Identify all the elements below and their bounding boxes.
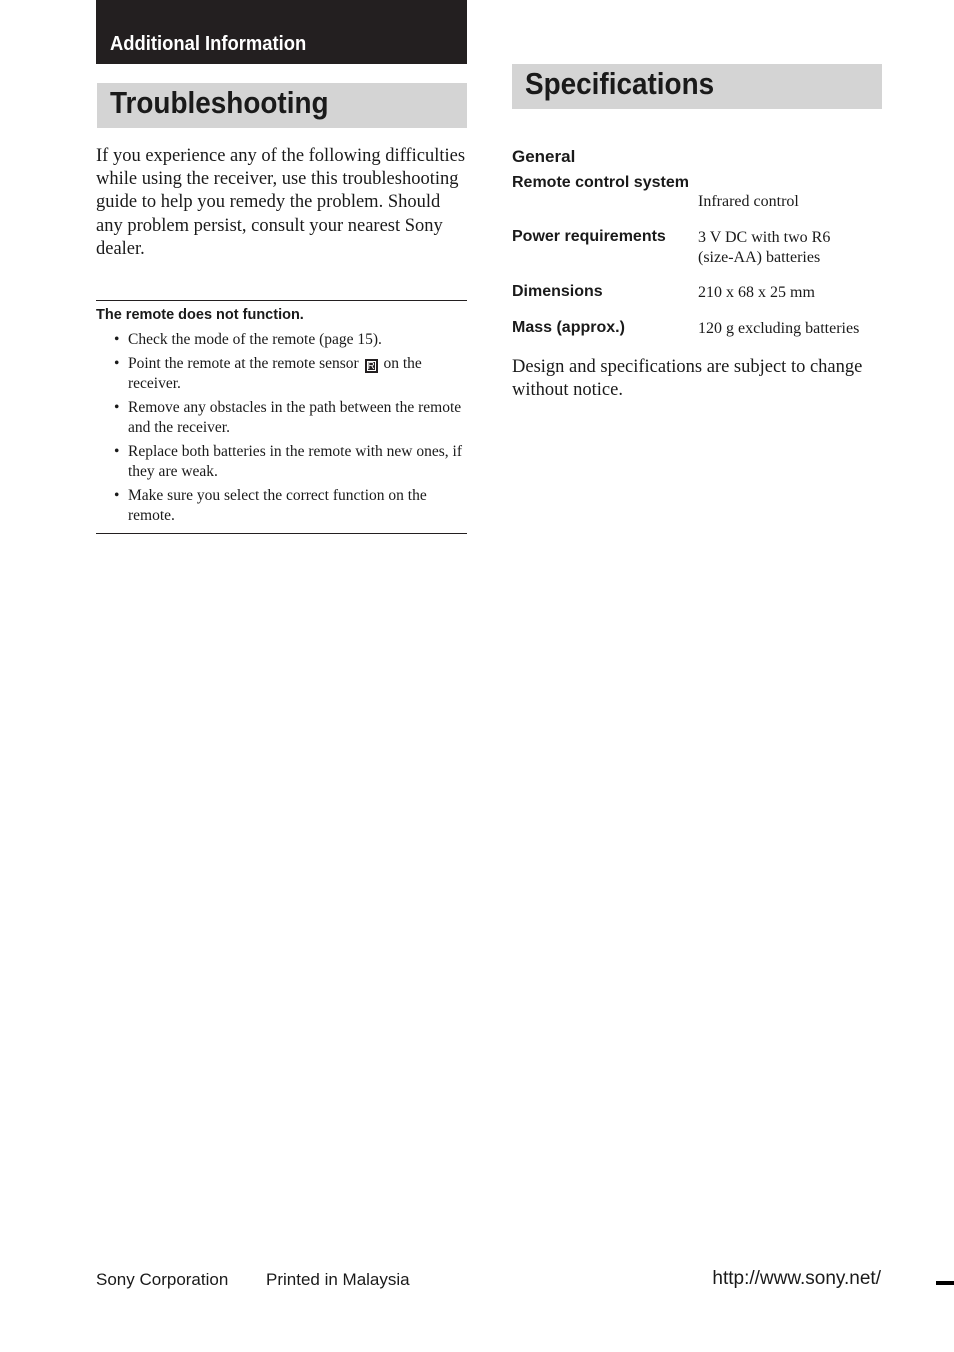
footer-url: http://www.sony.net/ [712,1268,881,1289]
footer-company: Sony Corporation [96,1270,229,1289]
problem-title: The remote does not function. [96,307,304,323]
troubleshooting-intro: If you experience any of the following difficulties while using the receiver, use this troubleshooting guide to help you remedy the problem. Should any problem persist, consult your nearest Sony dealer. [96,146,466,259]
spec-note: Design and specifications are subject to change without notice. [512,357,863,400]
spec-value: 3 V DC with two R6 (size-AA) batteries [698,229,831,266]
troubleshooting-title: Troubleshooting [110,85,329,120]
list-item: • Make sure you select the correct function on the remote. [114,487,427,524]
section-label: Additional Information [110,33,307,55]
section-banner [96,0,467,64]
bullet-icon: • [114,355,120,372]
troubleshooting-heading [97,83,467,128]
spec-value: 210 x 68 x 25 mm [698,284,815,301]
list-item: • Point the remote at the remote sensor R on the receiver. [114,355,422,392]
list-item: • Check the mode of the remote (page 15). [114,331,382,348]
solution-list [114,330,464,530]
spec-label: Mass (approx.) [512,319,625,336]
spec-value: Infrared control [698,193,799,210]
list-item: • Replace both batteries in the remote with new ones, if they are weak. [114,443,463,480]
spec-label: Power requirements [512,228,666,245]
spec-label: Dimensions [512,283,603,300]
crop-mark [936,1281,954,1285]
table-bottom-rule [96,533,467,534]
bullet-icon: • [114,443,120,460]
footer-printed: Printed in Malaysia [266,1270,410,1289]
table-top-rule [96,300,467,301]
spec-label: Remote control system [512,174,689,191]
bullet-icon: • [114,331,120,348]
list-item: • Remove any obstacles in the path between the remote and the receiver. [114,399,462,436]
bullet-icon: • [114,399,120,416]
specifications-heading [512,64,882,109]
specifications-title: Specifications [525,66,715,101]
remote-sensor-icon: R [365,359,378,373]
spec-value: 120 g excluding batteries [698,320,860,337]
spec-group-title: General [512,147,576,166]
bullet-icon: • [114,487,120,504]
